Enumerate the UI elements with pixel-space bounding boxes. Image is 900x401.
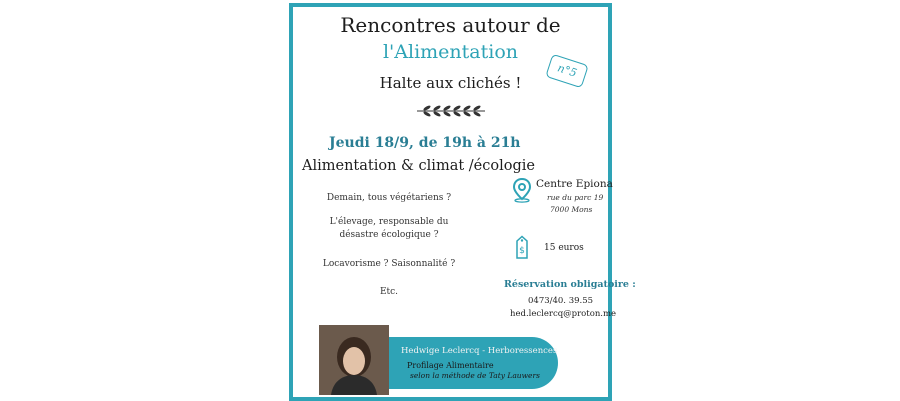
reservation-phone: 0473/40. 39.55	[528, 296, 594, 306]
event-theme: Alimentation & climat /écologie	[302, 158, 535, 174]
location-pin-icon	[511, 177, 533, 203]
venue-city: 7000 Mons	[550, 205, 593, 214]
speaker-avatar	[319, 325, 389, 395]
price-tag-icon	[513, 235, 531, 261]
poster-title-line2: l'Alimentation	[382, 41, 519, 63]
question-item: Etc.	[379, 287, 399, 297]
svg-text:$: $	[519, 246, 525, 256]
reservation-label: Réservation obligatoire :	[504, 279, 636, 290]
venue-name: Centre Epiona	[536, 178, 613, 190]
event-date: Jeudi 18/9, de 19h à 21h	[329, 135, 521, 151]
laurel-branch-icon	[415, 104, 487, 118]
question-item: Demain, tous végétariens ?	[326, 193, 452, 203]
event-price: 15 euros	[544, 243, 584, 253]
edition-badge: n°5	[545, 54, 589, 89]
poster-title-line1: Rencontres autour de	[340, 13, 561, 37]
question-item: L'élevage, responsable du désastre écologique ?	[329, 217, 449, 240]
speaker-name: Hedwige Leclercq - Herboressences	[401, 346, 558, 356]
speaker-method: selon la méthode de Taty Lauwers	[410, 371, 540, 380]
venue-street: rue du parc 19	[547, 193, 604, 202]
question-item: Locavorisme ? Saisonnalité ?	[322, 259, 456, 269]
event-poster	[289, 3, 636, 401]
reservation-email: hed.leclercq@proton.me	[510, 309, 617, 319]
speaker-role: Profilage Alimentaire	[407, 361, 494, 370]
poster-subtitle: Halte aux clichés !	[379, 74, 522, 92]
